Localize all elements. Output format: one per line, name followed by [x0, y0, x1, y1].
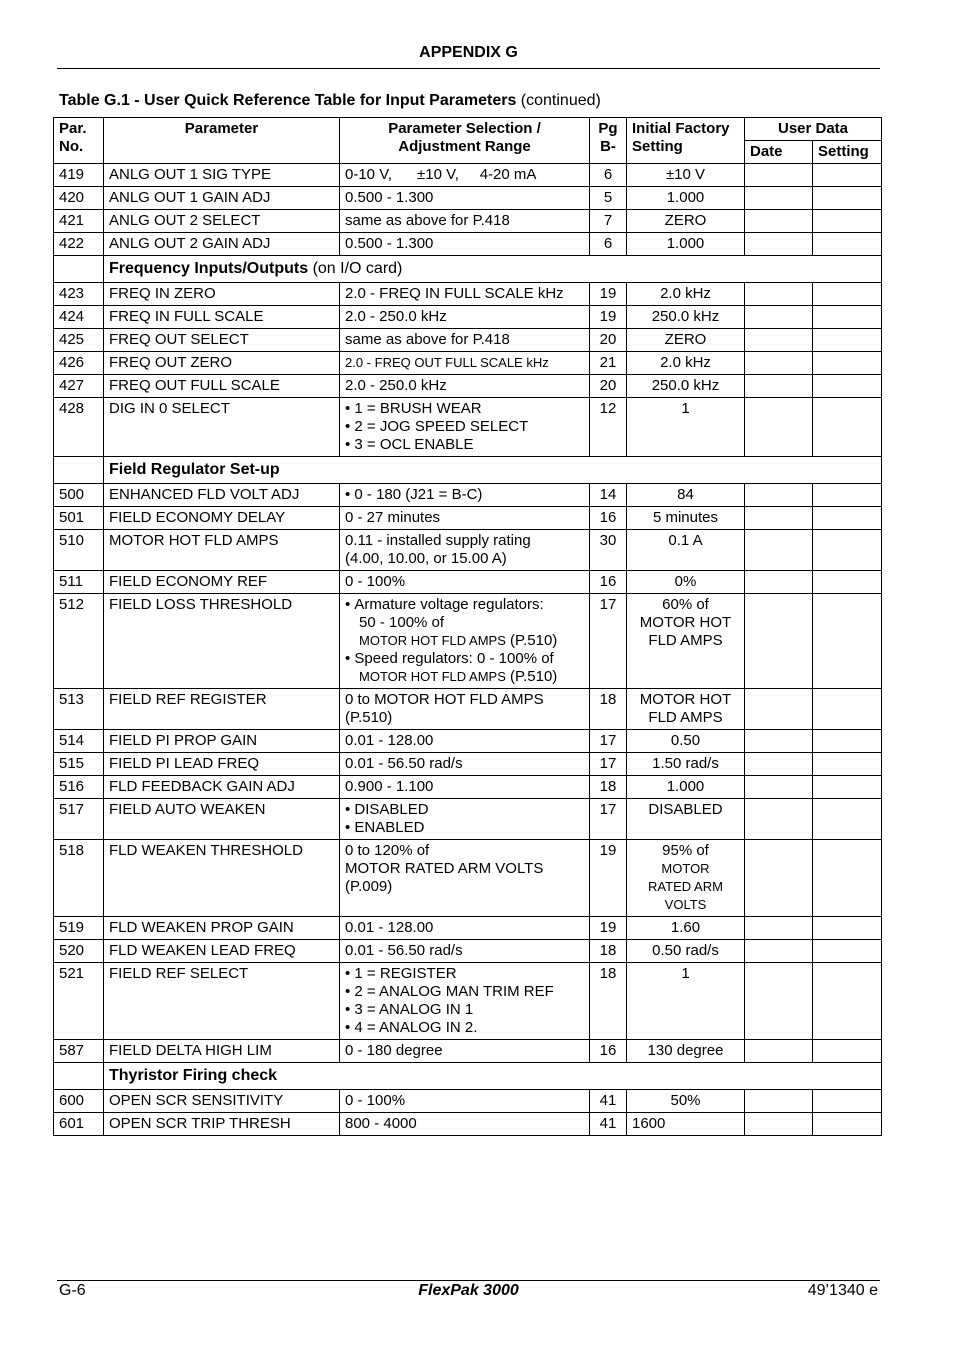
col-pg: Pg B- [590, 118, 627, 164]
table-row: 518 FLD WEAKEN THRESHOLD 0 to 120% of MOTOR RATED ARM VOLTS (P.009) 19 95% of MOTOR RATED ARM VOLTS [54, 840, 882, 917]
col-user-data: User Data [745, 118, 882, 141]
col-selection: Parameter Selection / Adjustment Range [340, 118, 590, 164]
table-row: 600 OPEN SCR SENSITIVITY 0 - 100% 41 50% [54, 1090, 882, 1113]
table-row: 517 FIELD AUTO WEAKEN • DISABLED • ENABLED 17 DISABLED [54, 799, 882, 840]
table-row: 515 FIELD PI LEAD FREQ 0.01 - 56.50 rad/s 17 1.50 rad/s [54, 753, 882, 776]
table-row: 419 ANLG OUT 1 SIG TYPE 0-10 V, ±10 V, 4-20 mA 6 ±10 V [54, 164, 882, 187]
col-setting: Setting [813, 141, 882, 164]
section-row-frequency: Frequency Inputs/Outputs (on I/O card) [54, 256, 882, 283]
table-row: 519 FLD WEAKEN PROP GAIN 0.01 - 128.00 19 1.60 [54, 917, 882, 940]
table-row: 587 FIELD DELTA HIGH LIM 0 - 180 degree 16 130 degree [54, 1040, 882, 1063]
table-row: 426 FREQ OUT ZERO 2.0 - FREQ OUT FULL SCALE kHz 21 2.0 kHz [54, 352, 882, 375]
table-caption [59, 92, 601, 110]
table-row: 601 OPEN SCR TRIP THRESH 800 - 4000 41 1600 [54, 1113, 882, 1136]
table-row: 513 FIELD REF REGISTER 0 to MOTOR HOT FLD AMPS (P.510) 18 MOTOR HOT FLD AMPS [54, 689, 882, 730]
table-row: 424 FREQ IN FULL SCALE 2.0 - 250.0 kHz 19 250.0 kHz [54, 306, 882, 329]
table-row: 501 FIELD ECONOMY DELAY 0 - 27 minutes 16 5 minutes [54, 507, 882, 530]
table-row: 521 FIELD REF SELECT • 1 = REGISTER • 2 = ANALOG MAN TRIM REF • 3 = ANALOG IN 1 • 4 = ANALOG IN 2. 18 1 [54, 963, 882, 1040]
caption-title: Table G.1 - User Quick Reference Table for Input Parameters [59, 92, 517, 109]
appendix-header: APPENDIX G [419, 44, 518, 61]
table-row: 421 ANLG OUT 2 SELECT same as above for P.418 7 ZERO [54, 210, 882, 233]
col-parameter: Parameter [104, 118, 340, 164]
table-row: 500 ENHANCED FLD VOLT ADJ • 0 - 180 (J21 = B-C) 14 84 [54, 484, 882, 507]
footer-rule [57, 1280, 880, 1281]
section-row-field: Field Regulator Set-up [54, 457, 882, 484]
col-date: Date [745, 141, 813, 164]
table-row: 422 ANLG OUT 2 GAIN ADJ 0.500 - 1.300 6 1.000 [54, 233, 882, 256]
section-row-thyristor: Thyristor Firing check [54, 1063, 882, 1090]
table-row: 510 MOTOR HOT FLD AMPS 0.11 - installed supply rating (4.00, 10.00, or 15.00 A) 30 0.1 A [54, 530, 882, 571]
table-row: 511 FIELD ECONOMY REF 0 - 100% 16 0% [54, 571, 882, 594]
table-row: 427 FREQ OUT FULL SCALE 2.0 - 250.0 kHz 20 250.0 kHz [54, 375, 882, 398]
col-par-no: Par. No. [54, 118, 104, 164]
table-row: 514 FIELD PI PROP GAIN 0.01 - 128.00 17 0.50 [54, 730, 882, 753]
table-row: 428 DIG IN 0 SELECT • 1 = BRUSH WEAR • 2 = JOG SPEED SELECT • 3 = OCL ENABLE 12 1 [54, 398, 882, 457]
table-row: 520 FLD WEAKEN LEAD FREQ 0.01 - 56.50 rad/s 18 0.50 rad/s [54, 940, 882, 963]
caption-suffix: (continued) [520, 92, 601, 109]
parameters-table [53, 117, 882, 1136]
table-row: 512 FIELD LOSS THRESHOLD • Armature voltage regulators: 50 - 100% of MOTOR HOT FLD AMPS (P.510) • Speed regulators: 0 - 100% of MOTOR HOT FLD AMPS (P.510) 17 60% of MOTOR HOT FLD AMPS [54, 594, 882, 689]
header-rule [57, 68, 880, 69]
table-row: 516 FLD FEEDBACK GAIN ADJ 0.900 - 1.100 18 1.000 [54, 776, 882, 799]
col-factory: Initial Factory Setting [627, 118, 745, 164]
table-row: 425 FREQ OUT SELECT same as above for P.418 20 ZERO [54, 329, 882, 352]
footer-page: G-6 [59, 1282, 86, 1299]
table-row: 420 ANLG OUT 1 GAIN ADJ 0.500 - 1.300 5 1.000 [54, 187, 882, 210]
header-row [54, 118, 882, 141]
table-row: 423 FREQ IN ZERO 2.0 - FREQ IN FULL SCALE kHz 19 2.0 kHz [54, 283, 882, 306]
footer-doc-number: 49’1340 e [807, 1282, 878, 1299]
footer-product: FlexPak 3000 [418, 1282, 519, 1299]
